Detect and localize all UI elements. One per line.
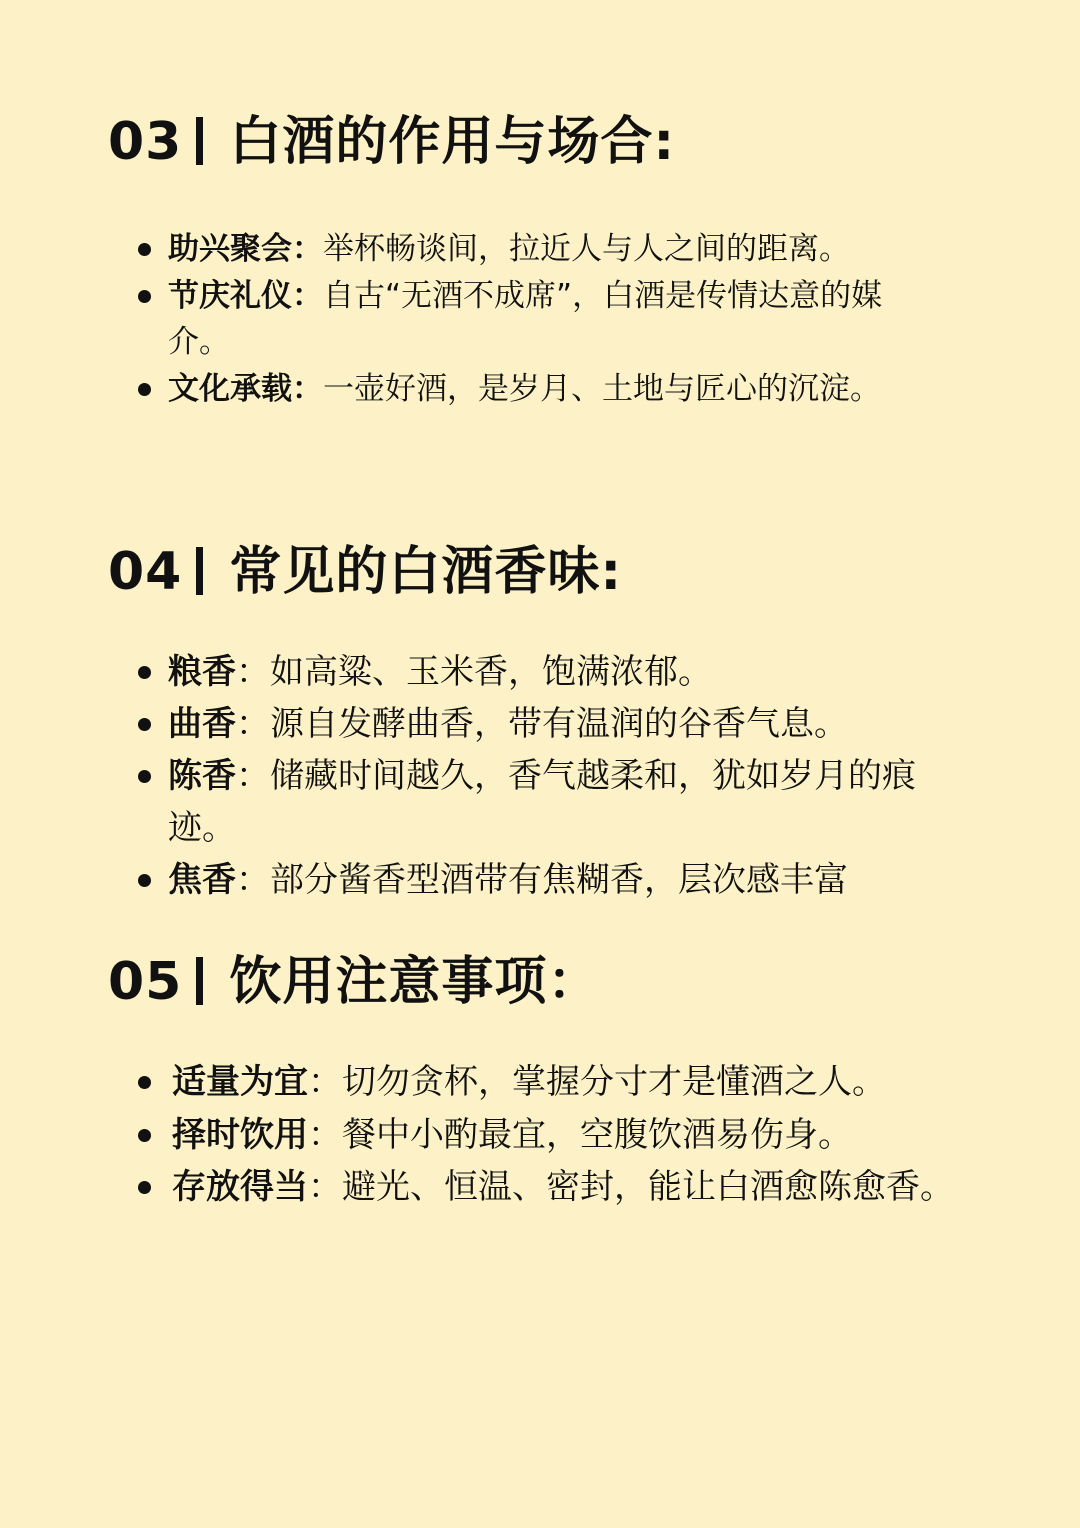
bullet-list bbox=[108, 1056, 968, 1214]
bullet-dot-icon bbox=[138, 1076, 151, 1089]
section-number: 04 bbox=[108, 542, 183, 602]
bullet-dot-icon bbox=[138, 874, 151, 887]
bullet-list bbox=[108, 226, 908, 412]
list-item bbox=[108, 226, 908, 273]
section-heading bbox=[108, 948, 968, 1016]
list-item bbox=[108, 1109, 968, 1162]
bullet-dot-icon bbox=[138, 1129, 151, 1142]
item-label: 适量为宜 bbox=[172, 1062, 308, 1102]
list-item bbox=[108, 1161, 968, 1214]
heading-divider-bar bbox=[196, 117, 203, 165]
bullet-dot-icon bbox=[138, 383, 151, 396]
section-number: 05 bbox=[108, 952, 183, 1012]
section-05 bbox=[108, 948, 968, 1214]
section-number: 03 bbox=[108, 112, 183, 172]
list-item bbox=[108, 750, 968, 854]
list-item bbox=[108, 1056, 968, 1109]
item-text: 一壶好酒，是岁月、土地与匠心的沉淀。 bbox=[323, 370, 881, 407]
item-label: 曲香 bbox=[168, 704, 236, 744]
bullet-dot-icon bbox=[138, 1181, 151, 1194]
heading-divider-bar bbox=[196, 957, 203, 1005]
list-item bbox=[108, 366, 908, 413]
item-label: 焦香 bbox=[168, 860, 236, 900]
item-text: ：部分酱香型酒带有焦糊香，层次感丰富 bbox=[236, 860, 848, 900]
item-label: 存放得当 bbox=[172, 1167, 308, 1207]
bullet-dot-icon bbox=[138, 290, 151, 303]
item-label: 文化承载： bbox=[168, 370, 323, 407]
list-item bbox=[108, 698, 968, 750]
bullet-dot-icon bbox=[138, 770, 151, 783]
item-label: 节庆礼仪： bbox=[168, 277, 323, 314]
item-label: 择时饮用 bbox=[172, 1114, 308, 1155]
section-03 bbox=[108, 108, 968, 412]
heading-divider-bar bbox=[196, 547, 203, 595]
item-text: ：源自发酵曲香，带有温润的谷香气息。 bbox=[236, 704, 848, 744]
item-text: ：如高粱、玉米香，饱满浓郁。 bbox=[236, 652, 712, 692]
item-text: ：储藏时间越久，香气越柔和，犹如岁月的痕迹。 bbox=[168, 756, 916, 848]
item-label: 陈香 bbox=[168, 756, 236, 796]
list-item bbox=[108, 854, 968, 906]
item-text: 举杯畅谈间，拉近人与人之间的距离。 bbox=[323, 231, 850, 267]
bullet-list bbox=[108, 646, 968, 906]
list-item bbox=[108, 646, 968, 698]
section-heading bbox=[108, 538, 968, 606]
item-text: 自古“无酒不成席”，白酒是传情达意的媒介。 bbox=[168, 277, 883, 360]
section-title: 白酒的作用与场合: bbox=[229, 112, 676, 172]
item-label: 助兴聚会： bbox=[168, 231, 323, 267]
bullet-dot-icon bbox=[138, 666, 151, 679]
list-item bbox=[108, 273, 908, 366]
section-heading bbox=[108, 108, 968, 176]
item-text: ：切勿贪杯，掌握分寸才是懂酒之人。 bbox=[308, 1062, 886, 1102]
section-title: 常见的白酒香味: bbox=[229, 542, 623, 602]
item-text: ：餐中小酌最宜，空腹饮酒易伤身。 bbox=[308, 1114, 852, 1155]
bullet-dot-icon bbox=[138, 243, 151, 256]
section-title: 饮用注意事项： bbox=[229, 952, 601, 1012]
bullet-dot-icon bbox=[138, 718, 151, 731]
section-04 bbox=[108, 538, 968, 906]
item-label: 粮香 bbox=[168, 652, 236, 692]
item-text: ：避光、恒温、密封，能让白酒愈陈愈香。 bbox=[308, 1167, 954, 1207]
